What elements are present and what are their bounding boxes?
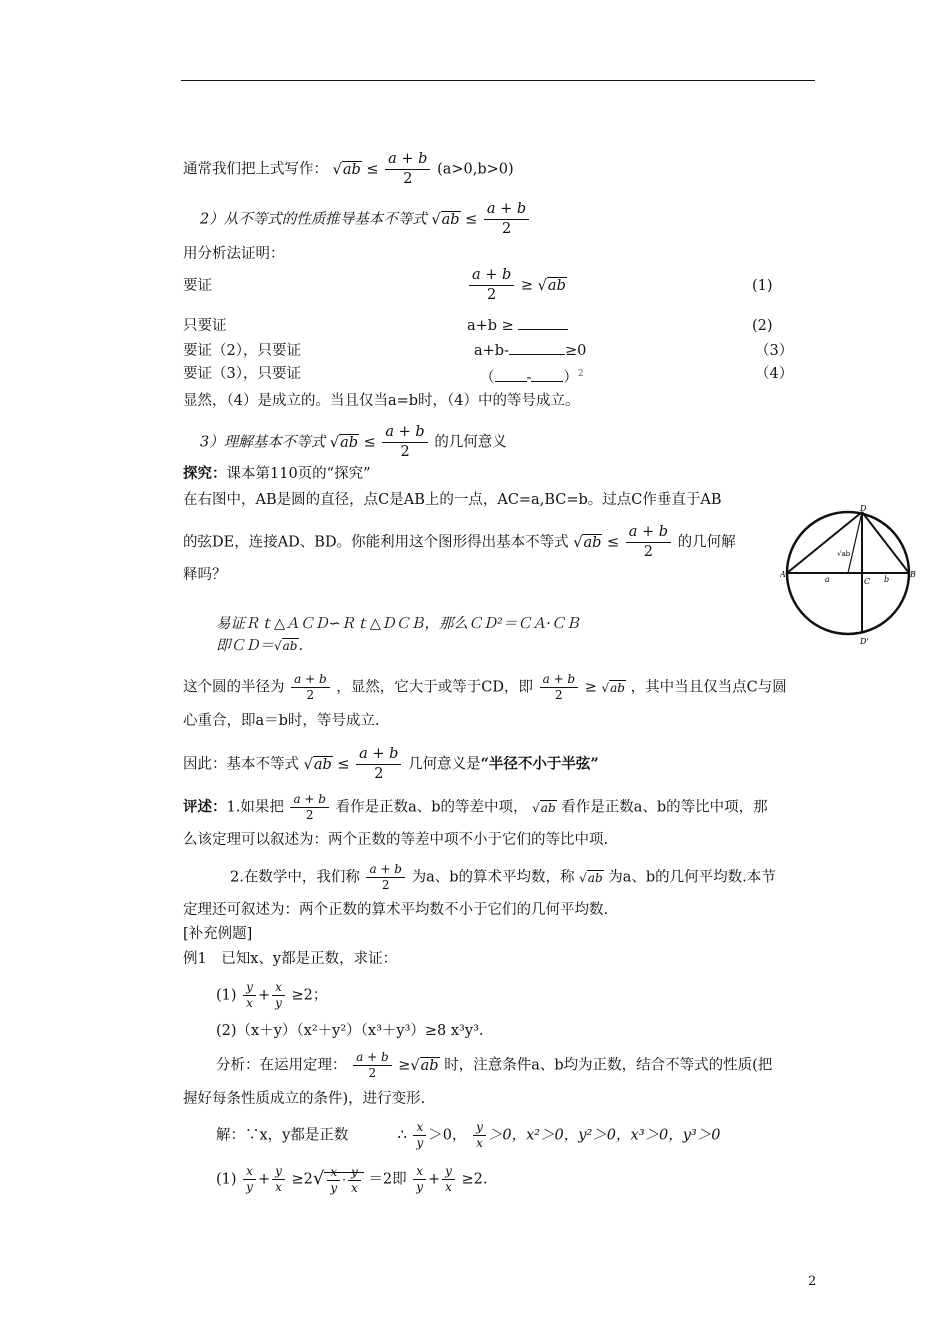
sqrt-ab: √ab bbox=[431, 211, 460, 228]
analysis-heading: 用分析法证明： bbox=[183, 246, 285, 262]
cd-equals-line: 即ＣＤ＝√ab. bbox=[216, 638, 304, 654]
example-1-part-2: (2)（x＋y）（x²＋y²）（x³＋y³）≥8 x³y³. bbox=[216, 1023, 484, 1039]
solution-line-1: 解：∵x，y都是正数 ∴ $\frac{x}{y}$ ＞0， $\frac{y}{x}$ ＞0，x²＞0，y²＞0，x³＞0，y³＞0 bbox=[216, 1120, 721, 1150]
step-2-label: 只要证 bbox=[183, 318, 227, 334]
label-c-point: C bbox=[864, 577, 871, 586]
explore-desc-1: 在右图中，AB是圆的直径，点C是AB上的一点，AC=a,BC=b。过点C作垂直于AB bbox=[183, 492, 722, 508]
step-4-label: 要证（3），只要证 bbox=[183, 366, 301, 382]
comment-line-4: 定理还可叙述为：两个正数的算术平均数不小于它们的几何平均数. bbox=[183, 902, 609, 918]
step-1-number: (1) bbox=[752, 278, 773, 294]
formula-line-1: 通常我们把上式写作： √ab ≤ $\frac{a + b}{2}$ (a>0,b>0) bbox=[183, 151, 514, 187]
explore-desc-3: 释吗？ bbox=[183, 567, 227, 583]
header-rule bbox=[181, 80, 815, 81]
radius-line: 这个圆的半径为 $\frac{a + b}{2}$ ，显然，它大于或等于CD，即 $\frac{a + b}{2}$ ≥ √ab ，其中当且仅当点C与圆 bbox=[183, 672, 787, 702]
page-number: 2 bbox=[808, 1274, 817, 1289]
sqrt-ab: √ab bbox=[332, 161, 361, 178]
label-a-point: A bbox=[780, 570, 786, 579]
label-sqrt: √ab bbox=[837, 550, 851, 558]
analysis-line-2: 握好每条性质成立的条件)，进行变形. bbox=[183, 1091, 426, 1107]
comment-line-1: 评述：1.如果把 $\frac{a + b}{2}$ 看作是正数a、b的等差中项， √ab 看作是正数a、b的等比中项，那 bbox=[183, 792, 768, 822]
blank-field bbox=[531, 381, 563, 382]
geometric-meaning-line: 因此：基本不等式 √ab ≤ $\frac{a + b}{2}$ 几何意义是“半径不小于半弦” bbox=[183, 746, 599, 782]
step-2-number: (2) bbox=[752, 318, 773, 334]
equality-condition: 心重合，即a＝b时，等号成立. bbox=[183, 713, 380, 729]
explore-desc-2: 的弦DE，连接AD、BD。你能利用这个图形得出基本不等式 √ab ≤ $\frac{a + b}{2}$ 的几何解 bbox=[183, 524, 736, 560]
supplement-heading: [补充例题] bbox=[183, 926, 253, 942]
label-a-segment: a bbox=[825, 575, 830, 584]
step-4-formula: （ - ）$^2$ bbox=[480, 369, 584, 386]
section-3-heading: 3）理解基本不等式 √ab ≤ $\frac{a + b}{2}$ 的几何意义 bbox=[200, 424, 507, 460]
step-2-formula: a+b ≥ bbox=[467, 316, 568, 336]
step-1-formula: $\frac{a + b}{2}$ ≥ √ab bbox=[467, 266, 567, 305]
blank-field bbox=[518, 329, 568, 330]
conclusion-text: 显然，（4）是成立的。当且仅当a=b时，（4）中的等号成立。 bbox=[183, 393, 580, 409]
intro-text: 通常我们把上式写作： bbox=[183, 161, 328, 178]
example-1-part-1: (1) $\frac{y}{x}$ + $\frac{x}{y}$ ≥2； bbox=[216, 980, 328, 1010]
label-d-prime-point: D' bbox=[860, 637, 869, 646]
circle-diagram bbox=[780, 500, 920, 650]
section-2-heading: 2）从不等式的性质推导基本不等式 √ab ≤ $\frac{a + b}{2}$ bbox=[200, 200, 531, 239]
comment-line-3: 2.在数学中，我们称 $\frac{a + b}{2}$ 为a、b的算术平均数，称 √ab 为a、b的几何平均数.本节 bbox=[230, 862, 776, 892]
fraction-a-plus-b-over-2: $\frac{a + b}{2}$ bbox=[385, 150, 430, 189]
step-4-number: （4） bbox=[755, 366, 794, 382]
solution-line-2: (1) $\frac{x}{y}$ + $\frac{y}{x}$ ≥2√ $\frac{x}{y}$ · $\frac{y}{x}$ ＝2即 $\frac{x}{y}$ + $\frac{y}{x}$ ≥2. bbox=[216, 1164, 488, 1195]
blank-field bbox=[495, 381, 527, 382]
label-b-point: B bbox=[910, 570, 916, 579]
step-1-label: 要证 bbox=[183, 278, 212, 294]
label-b-segment: b bbox=[884, 575, 890, 584]
analysis-line-1: 分析：在运用定理： $\frac{a + b}{2}$ ≥√ab 时，注意条件a、b均为正数，结合不等式的性质(把 bbox=[216, 1050, 773, 1080]
comment-line-2: 么该定理可以叙述为：两个正数的等差中项不小于它们的等比中项. bbox=[183, 832, 609, 848]
step-3-number: （3） bbox=[755, 343, 794, 359]
step-3-formula: a+b- ≥0 bbox=[474, 343, 587, 359]
label-d-point: D bbox=[860, 504, 867, 513]
blank-field bbox=[509, 354, 565, 355]
fraction-a-plus-b-over-2: $\frac{a + b}{2}$ bbox=[484, 200, 529, 239]
similar-triangles-line: 易证Ｒｔ△ＡＣＤ∽Ｒｔ△ＤＣＢ，那么ＣＤ²＝ＣＡ·ＣＢ bbox=[216, 616, 580, 632]
explore-line: 探究：课本第110页的“探究” bbox=[183, 465, 371, 482]
example-1-statement: 例1 已知x、y都是正数，求证： bbox=[183, 951, 398, 967]
step-3-label: 要证（2），只要证 bbox=[183, 343, 301, 359]
